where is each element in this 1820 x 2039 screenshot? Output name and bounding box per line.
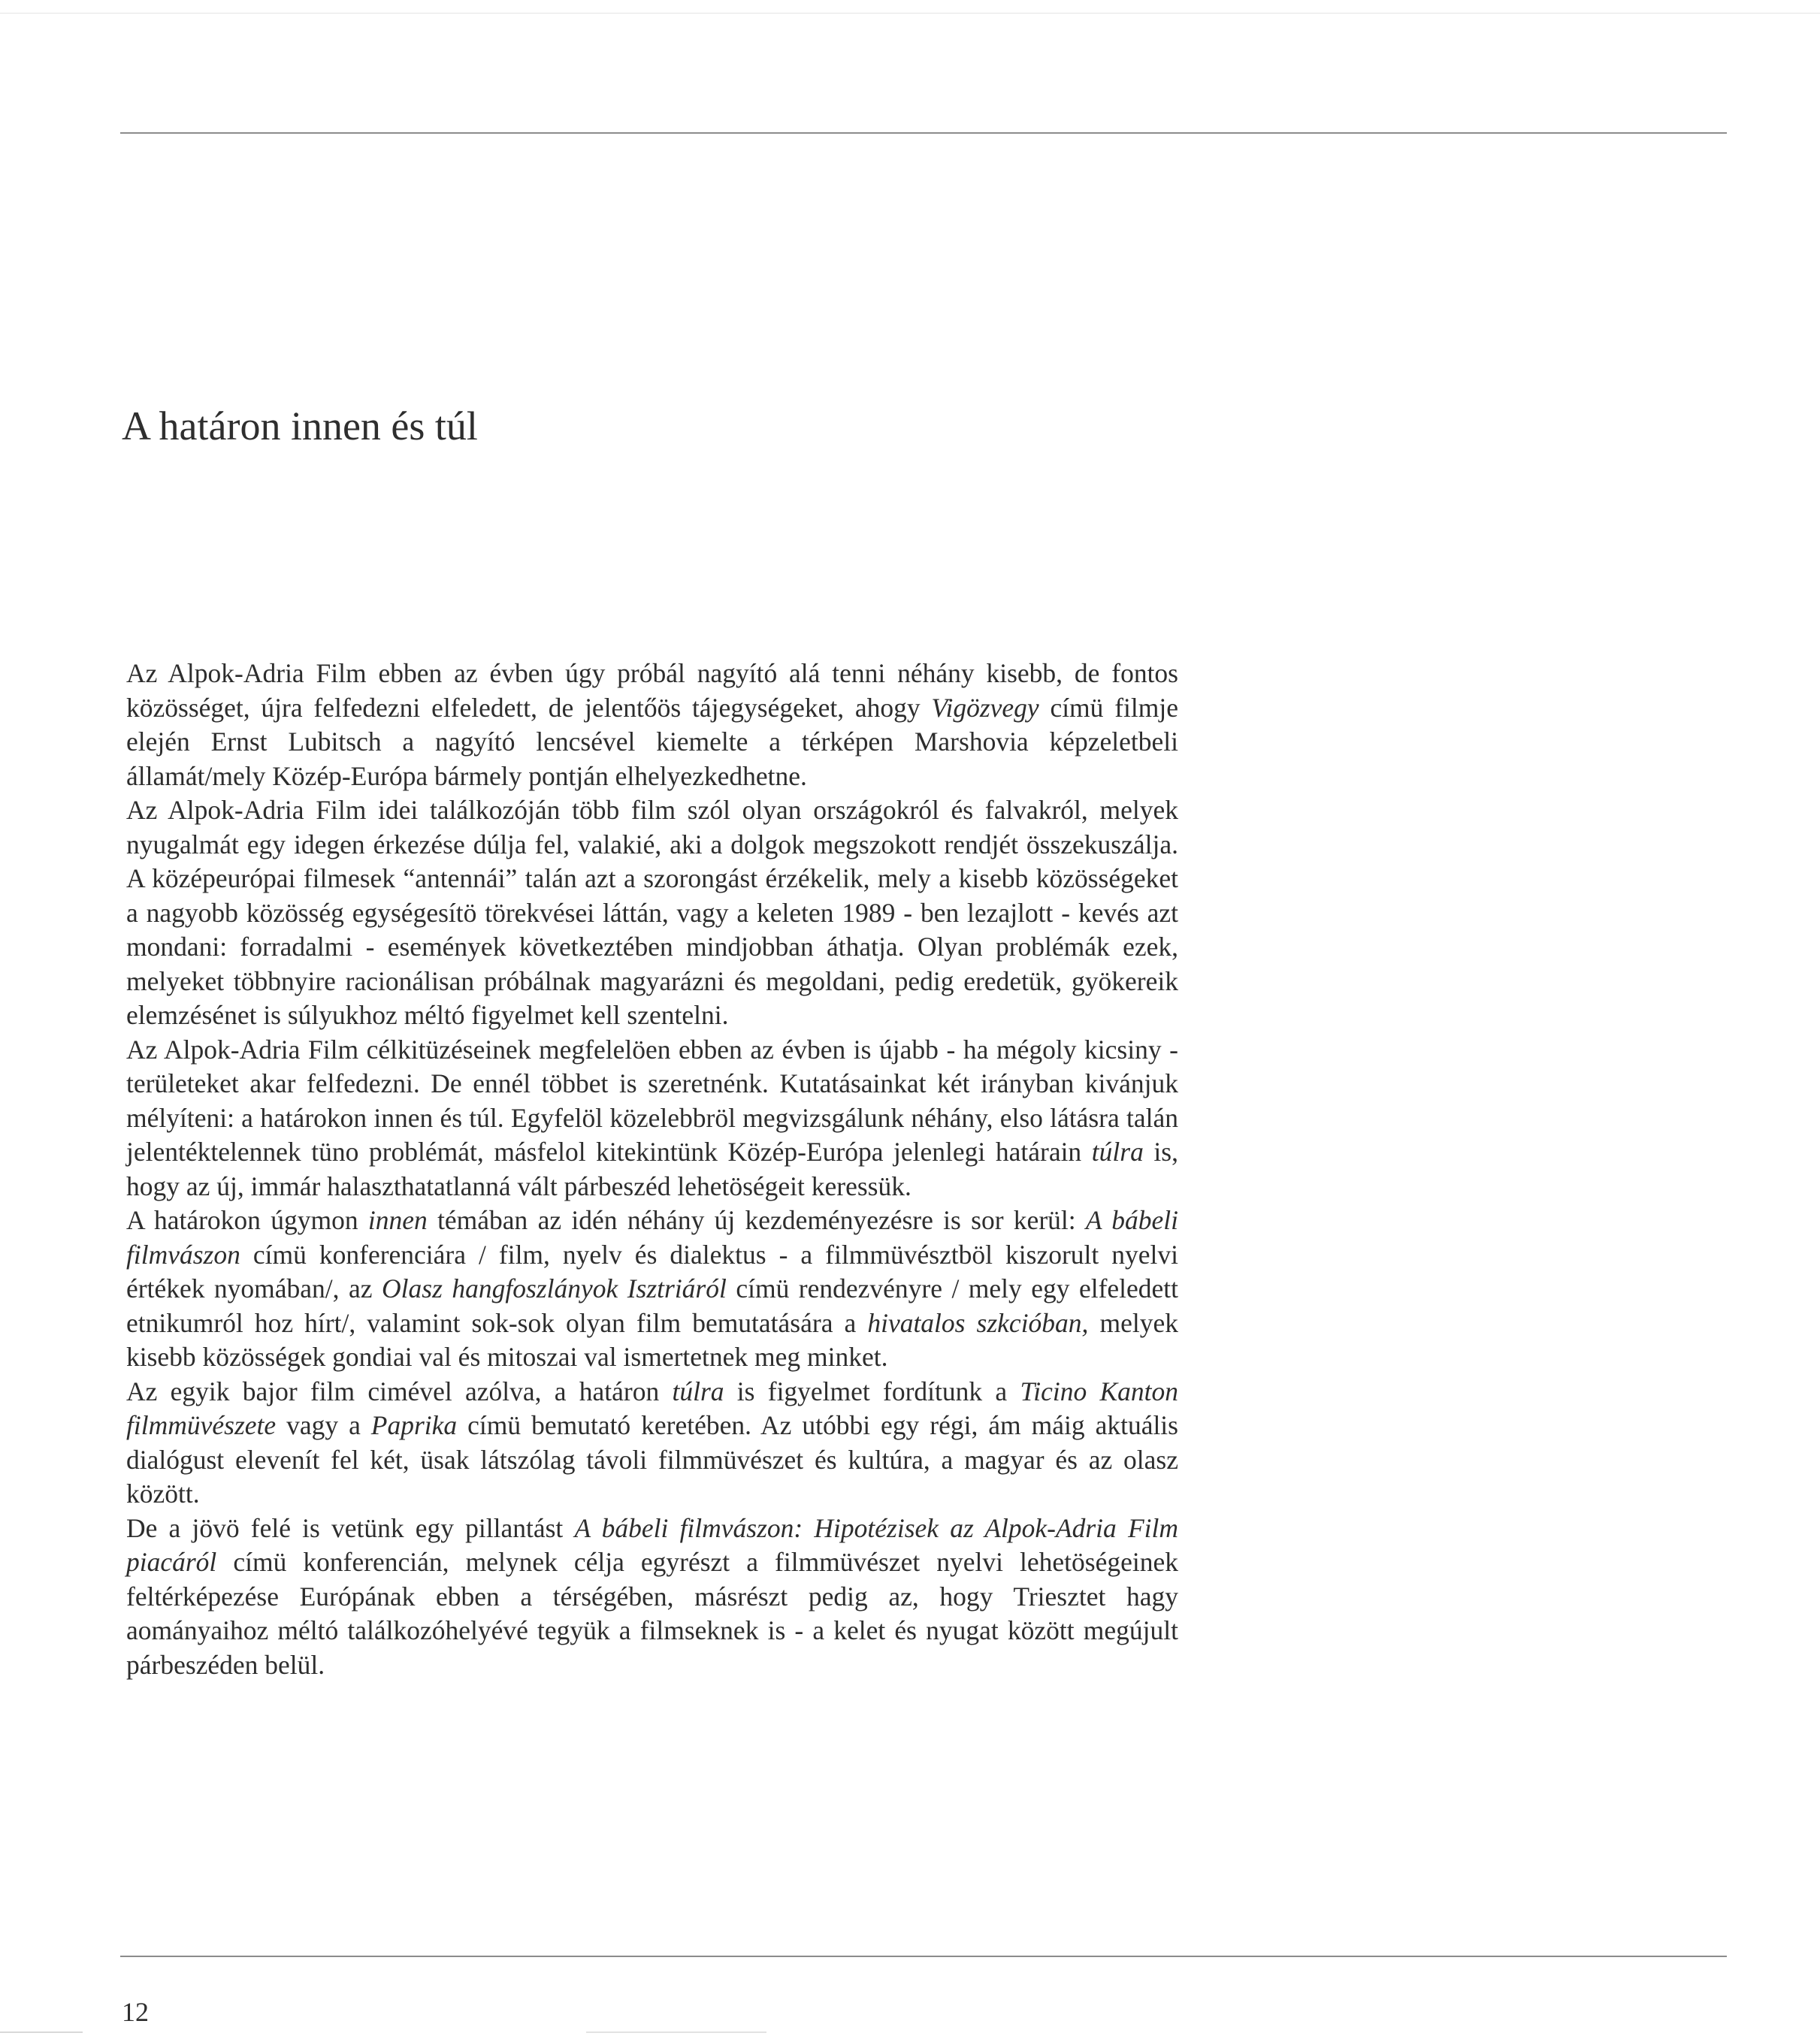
scan-edge-mark (0, 2031, 83, 2033)
text-run: vagy a (276, 1410, 371, 1440)
text-run: De a jövö felé is vetünk egy pillantást (126, 1512, 575, 1543)
paragraph (126, 1033, 1178, 1204)
text-run: címü konferenciára / film, nyelv és dialektus - a filmmüvésztböl kiszorult nyelvi értékek nyomában/, az (126, 1239, 1178, 1303)
italic-run: Vigözvegy (931, 692, 1039, 723)
header-rule (120, 132, 1727, 134)
paragraph (126, 1512, 1178, 1683)
paragraph (126, 793, 1178, 1033)
page-number: 12 (122, 1997, 149, 2027)
italic-run: innen (367, 1205, 428, 1235)
text-run: melyek kisebb közösségek gondiai val és mitoszai val ismertetnek meg minket. (126, 1307, 1178, 1372)
italic-run: A bábeli filmvászon: Hipotézisek az Alpok-Adria Film piacáról (126, 1512, 1178, 1577)
italic-run: túlra (1091, 1137, 1144, 1167)
text-run: témában az idén néhány új kezdeményezésre is sor kerül: (427, 1205, 1086, 1235)
text-run: is, hogy az új, immár halaszthatatlanná vált párbeszéd lehetöségeit keressük. (126, 1137, 1178, 1201)
text-run: címü bemutató keretében. Az utóbbi egy régi, ám máig aktuális dialógust elevenít fel két, üsak látszólag távoli filmmüvészet és kultúra, a magyar és az olasz között. (126, 1410, 1178, 1509)
page-title: A határon innen és túl (122, 403, 478, 449)
text-run: is figyelmet fordítunk a (724, 1376, 1020, 1406)
text-run: címü filmje elején Ernst Lubitsch a nagyító lencsével kiemelte a térképen Marshovia képzeletbeli államát/mely Közép-Európa bármely pontján elhelyezkedhetne. (126, 692, 1178, 791)
text-run: Az egyik bajor film cimével azólva, a határon (126, 1376, 673, 1406)
scan-edge-mark (586, 2031, 766, 2033)
paragraph (126, 1375, 1178, 1512)
text-run: címü rendezvényre / mely egy elfeledett etnikumról hoz hírt/, valamint sok-sok olyan film bemutatására a (126, 1273, 1179, 1338)
italic-run: Paprika (370, 1410, 458, 1440)
italic-run: A bábeli filmvászon (126, 1205, 1178, 1270)
scan-edge-line (0, 13, 1820, 14)
italic-run: hivatalos szkcióban, (867, 1307, 1089, 1338)
paragraph (126, 1204, 1178, 1375)
paragraph (126, 657, 1178, 793)
text-run: Az Alpok-Adria Film idei találkozóján több film szól olyan országokról és falvakról, melyek nyugalmát egy idegen érkezése dúlja fel, valakié, aki a dolgok megszokott rendjét összekuszálja. A középeurópai filmesek “antennái” talán azt a szorongást érzékelik, mely a kisebb közösségeket a nagyobb közösség egységesítö törekvései láttán, vagy a keleten 1989 - ben lezajlott - kevés azt mondani: forradalmi - események következtében mindjobban áthatja. Olyan problémák ezek, melyeket többnyire racionálisan próbálnak magyarázni és megoldani, pedig eredetük, gyökereik elemzésénet is súlyukhoz méltó figyelmet kell szentelni. (126, 795, 1178, 1030)
text-run: címü konferencián, melynek célja egyrészt a filmmüvészet nyelvi lehetöségeinek feltérképezése Európának ebben a térségében, másrészt pedig az, hogy Triesztet hagy aományaihoz méltó találkozóhelyévé tegyük a filmseknek is - a kelet és nyugat között megújult párbeszéden belül. (126, 1547, 1178, 1680)
text-run: Az Alpok-Adria Film ebben az évben úgy próbál nagyító alá tenni néhány kisebb, de fontos közösséget, újra felfedezni elfeledett, de jelentőös tájegységeket, ahogy (126, 658, 1178, 723)
text-run: Az Alpok-Adria Film célkitüzéseinek megfelelöen ebben az évben is újabb - ha mégoly kicsiny - területeket akar felfedezni. De ennél többet is szeretnénk. Kutatásainkat két irányban kivánjuk mélyíteni: a határokon innen és túl. Egyfelöl közelebbröl megvizsgálunk néhány, elso látásra talán jelentéktelennek tüno problémát, másfelol kitekintünk Közép-Európa jelenlegi határain (126, 1034, 1178, 1167)
footer-rule (120, 1956, 1727, 1957)
italic-run: Olasz hangfoszlányok Isztriáról (382, 1273, 727, 1303)
body-text (126, 657, 1178, 1682)
italic-run: Ticino Kanton filmmüvészete (126, 1376, 1179, 1440)
text-run: A határokon úgymon (126, 1205, 368, 1235)
italic-run: túlra (672, 1376, 724, 1406)
